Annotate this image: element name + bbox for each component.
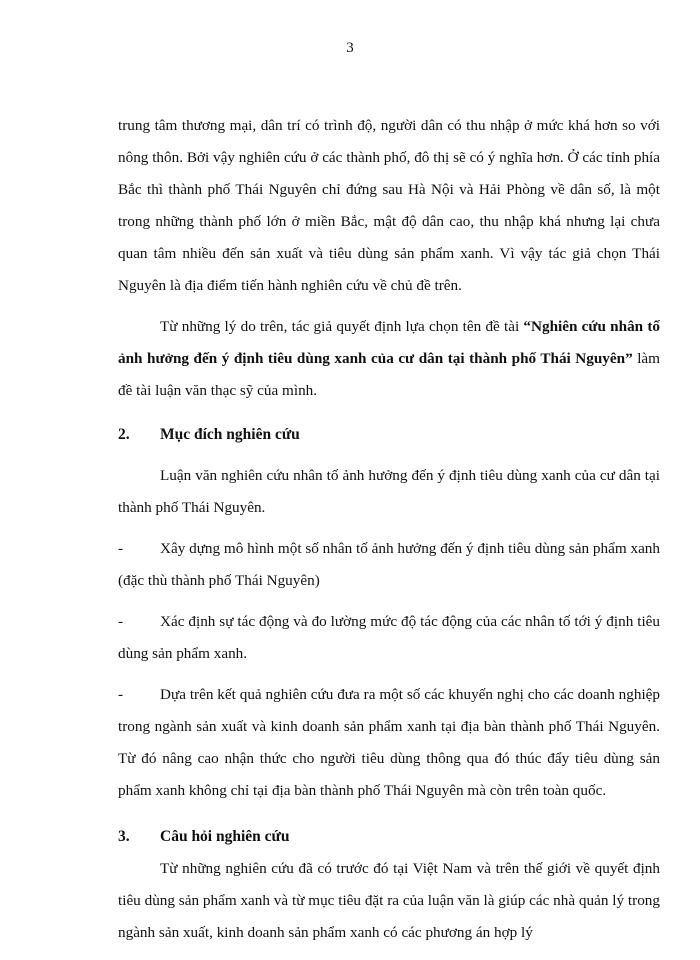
section-2-intro: Luận văn nghiên cứu nhân tố ảnh hưởng đến ý định tiêu dùng xanh của cư dân tại thành phố Thái Nguyên. bbox=[118, 467, 660, 516]
topic-text-before: Từ những lý do trên, tác giả quyết định lựa chọn tên đề tài bbox=[160, 318, 524, 335]
dash-marker: - bbox=[118, 613, 124, 630]
section-3-title: Câu hỏi nghiên cứu bbox=[160, 828, 290, 845]
intro-paragraph: trung tâm thương mại, dân trí có trình độ, người dân có thu nhập ở mức khá hơn so với nông thôn. Bởi vậy nghiên cứu ở các thành phố, đô thị sẽ có ý nghĩa hơn. Ở các tỉnh phía Bắc thì thành phố Thái Nguyên chỉ đứng sau Hà Nội và Hải Phòng về dân số, là một trong những thành phố lớn ở miền Bắc, mật độ dân cao, thu nhập khá nhưng lại chưa quan tâm nhiều đến sản xuất và tiêu dùng sản phẩm xanh. Vì vậy tác giả chọn Thái Nguyên là địa điểm tiến hành nghiên cứu về chủ đề trên. bbox=[118, 117, 660, 294]
thesis-title: “Nghiên cứu nhân tố ảnh hưởng đến ý định tiêu dùng xanh của cư dân tại thành phố Thái Nguyên” bbox=[118, 318, 660, 367]
page-number: 3 bbox=[346, 40, 354, 56]
bullet-text: Xác định sự tác động và đo lường mức độ tác động của các nhân tố tới ý định tiêu dùng sản phẩm xanh. bbox=[118, 613, 660, 662]
section-3-heading bbox=[118, 821, 660, 853]
bullet-text: Dựa trên kết quả nghiên cứu đưa ra một số các khuyến nghị cho các doanh nghiệp trong ngành sản xuất và kinh doanh sản phẩm xanh tại địa bàn thành phố Thái Nguyên. Từ đó nâng cao nhận thức cho người tiêu dùng thông qua đó thúc đẩy tiêu dùng sản phẩm xanh không chỉ tại địa bàn thành phố Thái Nguyên mà còn trên toàn quốc. bbox=[118, 686, 660, 799]
document-body bbox=[118, 110, 660, 949]
section-2-title: Mục đích nghiên cứu bbox=[160, 426, 300, 443]
section-3-paragraph: Từ những nghiên cứu đã có trước đó tại Việt Nam và trên thế giới về quyết định tiêu dùng sản phẩm xanh và từ mục tiêu đặt ra của luận văn là giúp các nhà quản lý trong ngành sản xuất, kinh doanh sản phẩm xanh có các phương án hợp lý bbox=[118, 860, 660, 941]
section-2-number: 2. bbox=[118, 426, 130, 443]
dash-marker: - bbox=[118, 686, 124, 703]
bullet-item bbox=[118, 533, 660, 597]
bullet-item bbox=[118, 679, 660, 807]
bullet-item bbox=[118, 606, 660, 670]
dash-marker: - bbox=[118, 540, 124, 557]
topic-paragraph bbox=[118, 311, 660, 407]
bullet-text: Xây dựng mô hình một số nhân tố ảnh hưởng đến ý định tiêu dùng sản phẩm xanh (đặc thù thành phố Thái Nguyên) bbox=[118, 540, 660, 589]
section-3-number: 3. bbox=[118, 828, 130, 845]
section-2-heading bbox=[118, 419, 660, 451]
topic-text-after: làm đề tài luận văn thạc sỹ của mình. bbox=[118, 350, 660, 399]
